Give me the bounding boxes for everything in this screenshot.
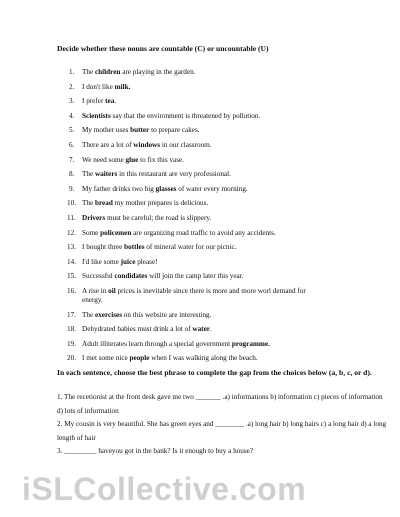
list-item bbox=[57, 287, 387, 305]
site-watermark: iSLCollective.com bbox=[22, 471, 307, 507]
item-number: 5. bbox=[69, 126, 75, 135]
item-number: 11. bbox=[67, 213, 76, 222]
item-noun: people bbox=[129, 354, 150, 363]
item-text: in this restaurant are very professional. bbox=[117, 170, 231, 179]
item-text: . bbox=[209, 325, 212, 334]
list-item bbox=[57, 214, 387, 223]
item-noun: policemen bbox=[100, 228, 132, 237]
item-text: say that the environment is threatened by pollution. bbox=[110, 111, 261, 120]
item-number: 10. bbox=[67, 199, 76, 208]
item-number: 3. bbox=[69, 97, 75, 106]
item-text: in our classroom. bbox=[160, 140, 212, 149]
item-text: We need some bbox=[82, 155, 126, 164]
item-text: There are a lot of bbox=[82, 140, 134, 149]
item-number: 14. bbox=[67, 257, 76, 266]
item-number: 6. bbox=[69, 140, 75, 149]
item-text: Adult illiterates learn through a special government bbox=[82, 339, 232, 348]
item-text: I bought three bbox=[82, 243, 125, 252]
list-item bbox=[57, 258, 387, 267]
list-item bbox=[57, 83, 387, 92]
item-noun: children bbox=[94, 68, 121, 76]
item-noun: tea bbox=[105, 97, 115, 106]
list-item bbox=[57, 126, 387, 135]
item-noun: bottles bbox=[124, 243, 145, 252]
item-text: I prefer bbox=[82, 97, 106, 106]
item-noun: milk. bbox=[114, 82, 131, 91]
item-noun: glue bbox=[125, 155, 139, 164]
item-text: I met some nice bbox=[82, 354, 130, 363]
exercise-item: 3. _________ haveyou got in the bank? Is it enough to buy a house? bbox=[57, 447, 254, 455]
item-text: of water every morning. bbox=[176, 184, 248, 193]
item-text: are playing in the garden. bbox=[120, 68, 196, 76]
item-text: to prepare cakes. bbox=[149, 126, 200, 135]
item-text: I don't like bbox=[82, 82, 115, 91]
list-item bbox=[57, 141, 387, 150]
item-number: 1. bbox=[69, 68, 75, 76]
item-number: 13. bbox=[67, 243, 76, 252]
list-item bbox=[57, 229, 387, 238]
item-number: 2. bbox=[69, 82, 75, 91]
item-text: My mother uses bbox=[82, 126, 131, 135]
item-text: will join the camp later this year. bbox=[147, 272, 244, 281]
item-number: 8. bbox=[69, 170, 75, 179]
countable-noun-list bbox=[57, 68, 387, 369]
exercise-item: 2. My cousin is very beautiful. She has green eyes and ________ .a) long hair b) long hairs c) a long hair d) a long length of hair bbox=[57, 420, 387, 442]
list-item bbox=[57, 325, 387, 334]
part-one-heading: Decide whether these nouns are countable (C) or uncountable (U) bbox=[57, 44, 269, 53]
item-number: 7. bbox=[69, 155, 75, 164]
item-text: The bbox=[82, 170, 95, 179]
list-item bbox=[57, 170, 387, 179]
item-noun: bread bbox=[94, 199, 113, 208]
item-noun: juice bbox=[120, 257, 136, 266]
item-noun: waiters bbox=[94, 170, 118, 179]
list-item bbox=[57, 311, 387, 320]
item-text: My father drinks two big bbox=[82, 184, 156, 193]
item-text: my mother prepares is delicious. bbox=[112, 199, 209, 208]
item-noun: exercises bbox=[94, 310, 122, 319]
exercise-item: 1. The recetionist at the front desk gave me two _______ .a) informations b) information c) pieces of information d) lots of information bbox=[57, 393, 383, 415]
item-number: 16. bbox=[67, 286, 76, 295]
item-text: please! bbox=[135, 257, 158, 266]
item-number: 17. bbox=[67, 310, 76, 319]
item-number: 18. bbox=[67, 325, 76, 334]
list-item bbox=[57, 112, 387, 121]
item-text: when I was walking along the beach. bbox=[149, 354, 258, 363]
list-item bbox=[57, 340, 387, 349]
item-text: Successful bbox=[82, 272, 115, 281]
item-text: The bbox=[82, 199, 95, 208]
item-noun: Drivers bbox=[82, 213, 106, 222]
item-text-continued: energy. bbox=[82, 295, 103, 304]
item-noun: Scientists bbox=[82, 111, 111, 120]
list-item bbox=[57, 68, 387, 77]
item-noun: water bbox=[192, 325, 210, 334]
item-text: on this website are interesting. bbox=[122, 310, 212, 319]
part-two-heading: In each sentence, choose the best phrase to complete the gap from the choices below (a, b, c, or d). bbox=[57, 368, 372, 377]
list-item bbox=[57, 354, 387, 363]
item-text: The bbox=[82, 68, 95, 76]
list-item bbox=[57, 199, 387, 208]
item-noun: glasses bbox=[155, 184, 177, 193]
item-text: Some bbox=[82, 228, 101, 237]
list-item bbox=[57, 97, 387, 106]
item-text: A rise in bbox=[82, 286, 109, 295]
item-noun: windows bbox=[133, 140, 161, 149]
item-text: . bbox=[114, 97, 117, 106]
item-text: are organizing road traffic to avoid any accidents. bbox=[131, 228, 276, 237]
item-number: 12. bbox=[67, 228, 76, 237]
gap-fill-exercises bbox=[57, 391, 387, 459]
item-text: prices is inevitable since there is more and more worl demand for bbox=[115, 286, 306, 295]
item-number: 9. bbox=[69, 184, 75, 193]
item-noun: programme. bbox=[231, 339, 270, 348]
item-text: I'd like some bbox=[82, 257, 121, 266]
list-item bbox=[57, 272, 387, 281]
item-text: must be careful; the road is slippery. bbox=[105, 213, 212, 222]
item-noun: condidates bbox=[114, 272, 148, 281]
item-text: The bbox=[82, 310, 95, 319]
list-item bbox=[57, 243, 387, 252]
item-text: to fix this vase. bbox=[138, 155, 185, 164]
item-number: 15. bbox=[67, 272, 76, 281]
item-number: 19. bbox=[67, 339, 76, 348]
list-item bbox=[57, 156, 387, 165]
list-item bbox=[57, 185, 387, 194]
item-text: of mineral water for our picnic. bbox=[144, 243, 237, 252]
item-noun: oil bbox=[108, 286, 116, 295]
item-noun: butter bbox=[130, 126, 150, 135]
item-number: 4. bbox=[69, 111, 75, 120]
item-text: Dehydrated babies must drink a lot of bbox=[82, 325, 193, 334]
item-number: 20. bbox=[67, 354, 76, 363]
